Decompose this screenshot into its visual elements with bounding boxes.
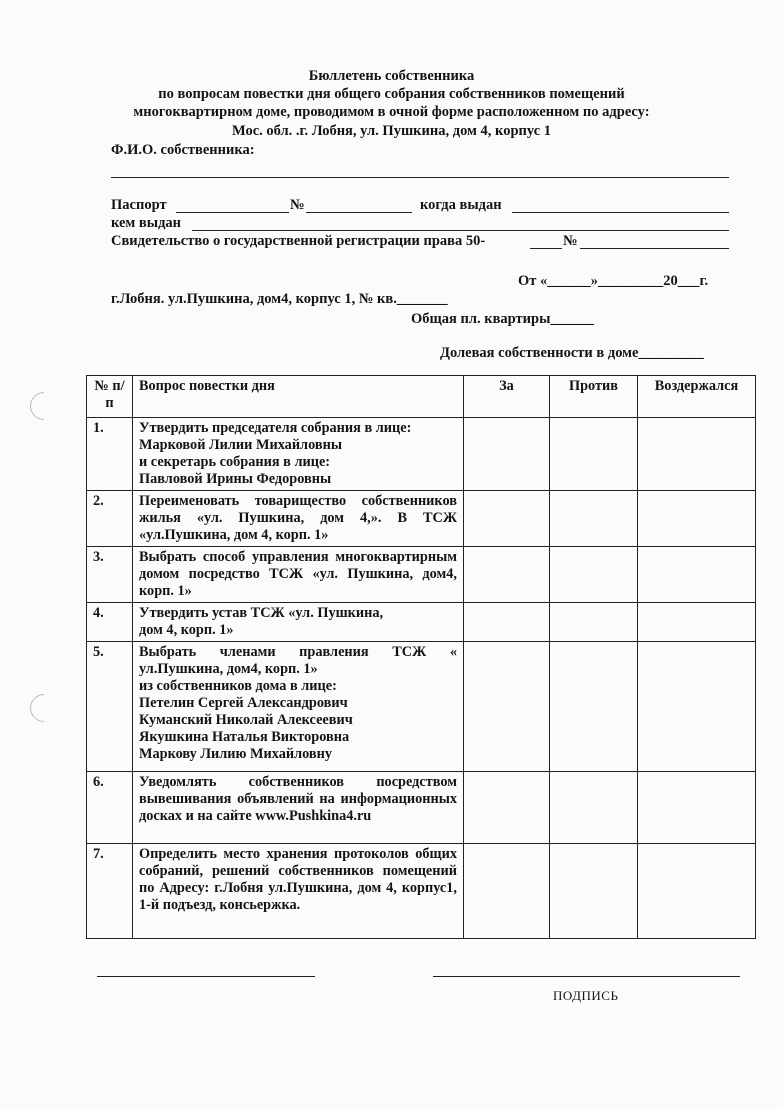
vote-for-cell[interactable]: [464, 418, 550, 491]
agenda-question: [133, 772, 464, 844]
header-question: Вопрос повестки дня: [133, 376, 464, 418]
table-row: [87, 547, 756, 603]
passport-series-line[interactable]: [176, 212, 289, 213]
header-num: № п/п: [87, 376, 133, 418]
apartment-area-field[interactable]: Общая пл. квартиры______: [411, 311, 594, 327]
vote-abstain-cell[interactable]: [638, 491, 756, 547]
vote-for-cell[interactable]: [464, 642, 550, 772]
row-number: 4.: [87, 603, 133, 642]
vote-against-cell[interactable]: [550, 772, 638, 844]
document-subtitle-1: по вопросам повестки дня общего собрания собственников помещений: [158, 86, 625, 102]
row-number: 1.: [87, 418, 133, 491]
header-abstain: Воздержался: [638, 376, 756, 418]
vote-against-cell[interactable]: [550, 844, 638, 939]
passport-number-line[interactable]: [306, 212, 412, 213]
header-against: Против: [550, 376, 638, 418]
agenda-question: [133, 491, 464, 547]
table-row: [87, 491, 756, 547]
question-text: Выбрать членами правления ТСЖ « ул.Пушкина, дом4, корп. 1» из собственников дома в лице: Петелин Сергей Александрович Куманский Николай Алексеевич Якушкина Наталья Викторовна Маркову Лилию Михайловну: [139, 644, 457, 762]
question-text: Утвердить устав ТСЖ «ул. Пушкина, дом 4, корп. 1»: [139, 605, 384, 638]
agenda-question: [133, 844, 464, 939]
punch-hole-bottom: [24, 688, 64, 728]
vote-against-cell[interactable]: [550, 547, 638, 603]
agenda-question: [133, 547, 464, 603]
vote-for-cell[interactable]: [464, 547, 550, 603]
signature-label: ПОДПИСЬ: [553, 988, 619, 1003]
vote-abstain-cell[interactable]: [638, 772, 756, 844]
document-title: Бюллетень собственника: [308, 68, 475, 84]
vote-for-cell[interactable]: [464, 772, 550, 844]
table-row: [87, 642, 756, 772]
agenda-question: [133, 603, 464, 642]
question-text: Определить место хранения протоколов общих собраний, решений собственников помещений по Адресу: г.Лобня ул.Пушкина, дом 4, корпус1, 1-й подъезд, консьержка.: [139, 846, 457, 913]
passport-number-label: №: [290, 197, 305, 213]
vote-abstain-cell[interactable]: [638, 418, 756, 491]
issued-when-label: когда выдан: [420, 197, 502, 213]
vote-against-cell[interactable]: [550, 603, 638, 642]
document-address: Мос. обл. .г. Лобня, ул. Пушкина, дом 4, корпус 1: [231, 123, 552, 139]
table-row: [87, 844, 756, 939]
agenda-question: [133, 418, 464, 491]
row-number: 2.: [87, 491, 133, 547]
vote-abstain-cell[interactable]: [638, 547, 756, 603]
row-number: 7.: [87, 844, 133, 939]
question-text: Уведомлять собственников посредством вывешивания объявлений на информационных досках и на сайте www.Pushkina4.ru: [139, 774, 457, 824]
issued-when-line[interactable]: [512, 212, 729, 213]
row-number: 6.: [87, 772, 133, 844]
issued-by-line[interactable]: [192, 230, 729, 231]
agenda-question: [133, 642, 464, 772]
vote-abstain-cell[interactable]: [638, 844, 756, 939]
row-number: 5.: [87, 642, 133, 772]
row-number: 3.: [87, 547, 133, 603]
vote-against-cell[interactable]: [550, 491, 638, 547]
name-signature-line[interactable]: [97, 976, 315, 977]
passport-label: Паспорт: [111, 197, 167, 213]
certificate-series-line[interactable]: [530, 248, 562, 249]
certificate-label: Свидетельство о государственной регистрации права 50-: [111, 233, 486, 249]
certificate-number-line[interactable]: [580, 248, 729, 249]
ownership-share-field[interactable]: Долевая собственности в доме_________: [440, 345, 704, 361]
vote-against-cell[interactable]: [550, 642, 638, 772]
vote-for-cell[interactable]: [464, 491, 550, 547]
vote-against-cell[interactable]: [550, 418, 638, 491]
issued-by-label: кем выдан: [111, 215, 182, 231]
table-header-row: [87, 376, 756, 418]
date-field[interactable]: От «______»_________20___г.: [518, 273, 709, 289]
question-text: Выбрать способ управления многоквартирным домом посредство ТСЖ «ул. Пушкина, дом4, корп. 1»: [139, 549, 457, 599]
vote-for-cell[interactable]: [464, 603, 550, 642]
apartment-address-field[interactable]: г.Лобня. ул.Пушкина, дом4, корпус 1, № кв._______: [111, 291, 448, 307]
agenda-table: [86, 375, 756, 939]
table-row: [87, 418, 756, 491]
vote-for-cell[interactable]: [464, 844, 550, 939]
document-subtitle-2: многоквартирном доме, проводимом в очной форме расположенном по адресу:: [133, 104, 650, 120]
punch-hole-top: [24, 386, 64, 426]
question-text: Переименовать товарищество собственников жилья «ул. Пушкина, дом 4,». В ТСЖ «ул.Пушкина, дом 4, корп. 1»: [139, 493, 457, 543]
table-row: [87, 772, 756, 844]
question-text: Утвердить председателя собрания в лице: Марковой Лилии Михайловны и секретарь собрания в лице: Павловой Ирины Федоровны: [139, 420, 412, 487]
owner-name-line[interactable]: [111, 177, 729, 178]
table-row: [87, 603, 756, 642]
vote-abstain-cell[interactable]: [638, 603, 756, 642]
owner-label: Ф.И.О. собственника:: [111, 142, 255, 158]
certificate-number-label: №: [563, 233, 578, 249]
signature-line[interactable]: [433, 976, 740, 977]
header-for: За: [464, 376, 550, 418]
vote-abstain-cell[interactable]: [638, 642, 756, 772]
